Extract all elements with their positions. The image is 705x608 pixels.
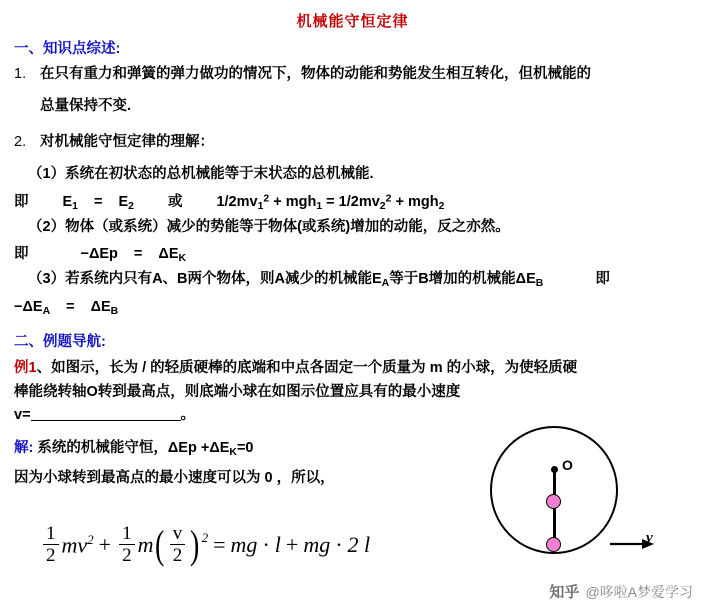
formula-inner-exponent: 2	[201, 530, 209, 545]
section-2-heading: 二、例题导航:	[14, 334, 106, 351]
equation-3-left: −ΔE	[14, 299, 43, 316]
equation-2-right: $\Delta E_K$	[158, 246, 187, 265]
equation-1-prefix: 即	[14, 193, 29, 210]
section-1-heading: 一、知识点综述:	[14, 41, 121, 57]
equation-1-E2: $E_2$	[118, 193, 134, 212]
formula-l-2: 2 l	[347, 532, 371, 558]
item-1-number: 1.	[14, 66, 27, 82]
example-1-label: 例1	[14, 360, 37, 377]
fraction-v-over-2: $\frac{v}{2}$	[170, 524, 186, 567]
knowledge-item-1	[14, 64, 691, 118]
item-2-text: 对机械能守恒定律的理解：	[40, 133, 214, 150]
equation-1-full: $1/2mv_1^2 + mgh_1 = 1/2mv_2^2 + mgh_2$	[216, 193, 445, 212]
equation-2-equals: =	[133, 246, 143, 263]
example-1-v-label: v=	[14, 407, 31, 424]
formula-plus-2: +	[285, 532, 299, 558]
formula-m: m	[137, 532, 154, 558]
point-1: （1）系统在初状态的总机械能等于末状态的总机械能.	[28, 166, 374, 183]
page-title: 机械能守恒定律	[296, 13, 409, 30]
solution-label: 解:	[14, 439, 34, 456]
example-1-text-1: 、如图示，长为 / 的轻质硬棒的底端和中点各固定一个质量为 m 的小球，为使轻质硬	[36, 360, 578, 377]
watermark	[549, 581, 693, 602]
energy-conservation-formula	[40, 521, 371, 567]
formula-dot-2: ·	[335, 532, 343, 558]
pivot-label: O	[562, 457, 573, 473]
equation-3-right: ΔE	[90, 299, 111, 316]
point-3: （3）若系统内只有A、B两个物体，则A减少的机械能$E_A$等于B增加的机械能$\Delta E_B$ 即	[28, 271, 610, 289]
example-1-text-2: 棒能绕转轴O转到最高点，则底端小球在如图示位置应具有的最小速度	[14, 383, 461, 400]
physics-diagram	[470, 424, 670, 554]
fraction-one-half-b: $\frac{1}{2}$	[119, 524, 135, 567]
equation-2-left: −ΔEp	[80, 246, 118, 263]
formula-mg-1: mg	[230, 532, 258, 558]
point-3-part-b: 等于B增加的机械能ΔE	[389, 271, 536, 288]
formula-mv: $mv^2$	[61, 532, 94, 558]
formula-l-1: l	[274, 532, 281, 558]
equation-3-equals: =	[66, 299, 75, 316]
solution-text: 系统的机械能守恒，ΔEp +ΔE	[37, 439, 230, 456]
solution-line: 解: 系统的机械能守恒，$\Delta Ep +\Delta E_K=0$	[14, 439, 254, 458]
fraction-one-half-a: $\frac{1}{2}$	[43, 524, 59, 567]
equation-1-E1: $E_1$	[62, 193, 78, 212]
formula-plus-1: +	[98, 532, 112, 558]
point-3-part-a: （3）若系统内只有A、B两个物体，则A减少的机械能E	[28, 271, 382, 288]
zhihu-logo: 知乎	[549, 584, 580, 601]
example-1-period: 。	[180, 407, 196, 424]
item-1-line-2: 总量保持不变.	[40, 97, 132, 114]
answer-blank[interactable]	[31, 406, 181, 422]
velocity-label: v	[646, 530, 653, 546]
watermark-text: @哆啦A梦爱学习	[585, 583, 693, 600]
knowledge-item-2	[14, 132, 691, 154]
equation-1-or: 或	[167, 193, 183, 210]
formula-mg-2: mg	[303, 532, 331, 558]
right-paren: )	[190, 521, 200, 567]
solution-text-tail: =0	[236, 439, 254, 456]
point-3-ji: 即	[595, 271, 610, 288]
item-2-number: 2.	[14, 133, 27, 150]
example-1-line-1	[14, 357, 691, 380]
item-1-text	[40, 64, 691, 118]
item-1-line-1: 在只有重力和弹簧的弹力做功的情况下，物体的动能和势能发生相互转化，但机械能的	[40, 66, 591, 82]
midpoint-ball	[546, 494, 561, 509]
equation-2-prefix: 即	[14, 246, 29, 263]
point-2: （2）物体（或系统）减少的势能等于物体(或系统)增加的动能，反之亦然。	[28, 218, 510, 235]
equation-1-row	[14, 190, 691, 212]
formula-dot-1: ·	[262, 532, 270, 558]
example-1	[14, 357, 691, 427]
equation-2-row	[14, 242, 691, 264]
equation-3-row: $-\Delta E_A = \Delta E_B$	[14, 299, 119, 318]
reason-line: 因为小球转到最高点的最小速度可以为 0 ，所以，	[14, 469, 335, 486]
bottom-ball	[546, 537, 561, 552]
formula-equals: =	[213, 532, 226, 558]
left-paren: (	[155, 521, 165, 567]
equation-1-equals: =	[93, 193, 103, 210]
